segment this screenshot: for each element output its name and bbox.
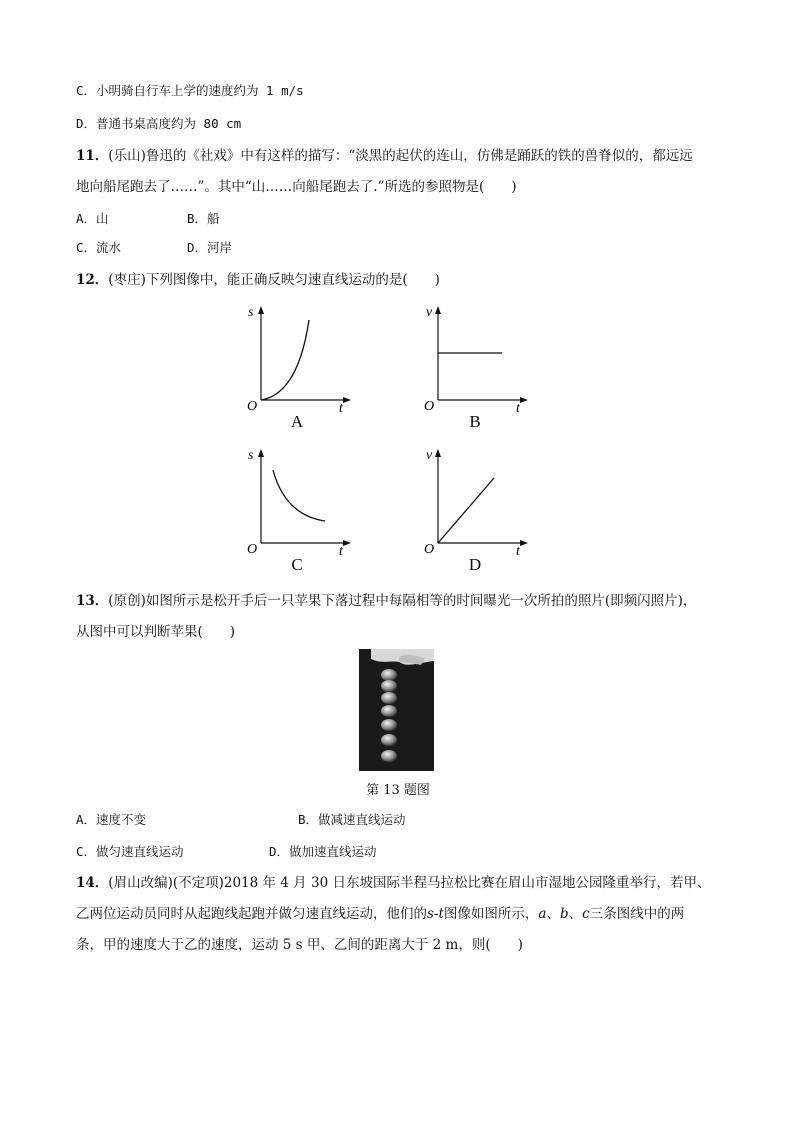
q11-option-d: D．河岸 — [187, 240, 233, 255]
q11-option-b: B．船 — [187, 211, 220, 226]
question-14-st-symbol: s-t — [427, 906, 444, 922]
graph-d-curve — [438, 478, 494, 543]
question-14-line-c: c — [582, 906, 590, 922]
question-13-number: 13． — [76, 593, 109, 609]
q13-option-d: D．做加速直线运动 — [269, 844, 377, 859]
graph-c-label: C — [291, 555, 303, 574]
question-11-line-1 — [76, 146, 693, 166]
q13-option-a: A．速度不变 — [76, 812, 147, 827]
graph-d-x-axis-label: t — [516, 544, 520, 557]
graph-c-plot — [243, 445, 353, 557]
graph-b-plot — [420, 302, 530, 414]
question-14-sep-1: 、 — [546, 906, 560, 922]
graph-a-plot — [243, 302, 353, 414]
question-14-text-b1: 乙两位运动员同时从起跑线起跑并做匀速直线运动，他们的 — [76, 906, 427, 922]
q11-option-c: C．流水 — [76, 240, 122, 255]
graph-a-x-axis-label: t — [339, 401, 343, 414]
figure-13-caption: 第 13 题图 — [366, 783, 430, 798]
question-14-sep-2: 、 — [568, 906, 583, 922]
question-14-line-b: b — [559, 906, 569, 922]
graph-c-curve — [273, 470, 325, 521]
question-14-line-a: a — [538, 906, 547, 922]
question-14-text-a: (眉山改编)(不定项)2018 年 4 月 30 日东坡国际半程马拉松比赛在眉山市湿地公园隆重举行，若甲、 — [108, 875, 711, 891]
question-14-number: 14． — [76, 875, 109, 891]
graph-a-y-axis-label: s — [248, 305, 254, 320]
graph-b-label: B — [469, 412, 481, 431]
question-14-text-b3: 三条图线中的两 — [589, 906, 685, 922]
question-12-text: (枣庄)下列图像中，能正确反映匀速直线运动的是( ) — [108, 272, 440, 288]
graph-a-origin-label: O — [247, 399, 258, 414]
question-13-text-a: (原创)如图所示是松开手后一只苹果下落过程中每隔相等的时间曝光一次所拍的照片(即频闪照片)， — [108, 593, 697, 609]
graph-a-label: A — [290, 412, 304, 431]
graph-b-x-axis-label: t — [516, 401, 520, 414]
q11-option-a: A．山 — [76, 211, 109, 226]
graph-a-curve — [261, 320, 309, 400]
question-14-line-1 — [76, 873, 710, 893]
graph-d-plot — [420, 445, 530, 557]
question-14-line-2 — [76, 904, 684, 924]
question-13-line-1 — [76, 591, 696, 611]
graph-a — [243, 302, 353, 414]
graph-c-y-axis-label: s — [248, 448, 254, 463]
question-13-line-2: 从图中可以判断苹果( ) — [76, 624, 236, 640]
option-d-q10: D．普通书桌高度约为 80 cm — [76, 116, 242, 131]
question-14-line-3: 条，甲的速度大于乙的速度，运动 5 s 甲、乙间的距离大于 2 m，则( ) — [76, 937, 523, 953]
q13-option-c: C．做匀速直线运动 — [76, 844, 184, 859]
graph-b-origin-label: O — [424, 399, 435, 414]
graph-b-y-axis-label: v — [426, 305, 433, 320]
option-c-q10: C．小明骑自行车上学的速度约为 1 m/s — [76, 83, 304, 98]
graph-d-origin-label: O — [424, 542, 435, 557]
question-12-number: 12． — [76, 272, 109, 288]
question-11-number: 11． — [76, 148, 109, 164]
q13-option-b: B．做减速直线运动 — [298, 812, 406, 827]
strobe-photo-image — [359, 649, 434, 771]
graph-d — [420, 445, 530, 557]
graph-b — [420, 302, 530, 414]
question-11-text-a: (乐山)鲁迅的《社戏》中有这样的描写：“淡黑的起伏的连山，仿佛是踊跃的铁的兽脊似的，都远远 — [108, 148, 693, 164]
question-11-line-2: 地向船尾跑去了……”。其中“山……向船尾跑去了.”所选的参照物是( ) — [76, 179, 517, 195]
question-12-line — [76, 270, 440, 290]
graph-d-label: D — [468, 555, 482, 574]
graph-d-y-axis-label: v — [426, 448, 433, 463]
graph-c-x-axis-label: t — [339, 544, 343, 557]
question-14-text-b2: 图像如图所示， — [443, 906, 539, 922]
strobe-photo — [359, 649, 434, 771]
graph-c-origin-label: O — [247, 542, 258, 557]
graph-c — [243, 445, 353, 557]
